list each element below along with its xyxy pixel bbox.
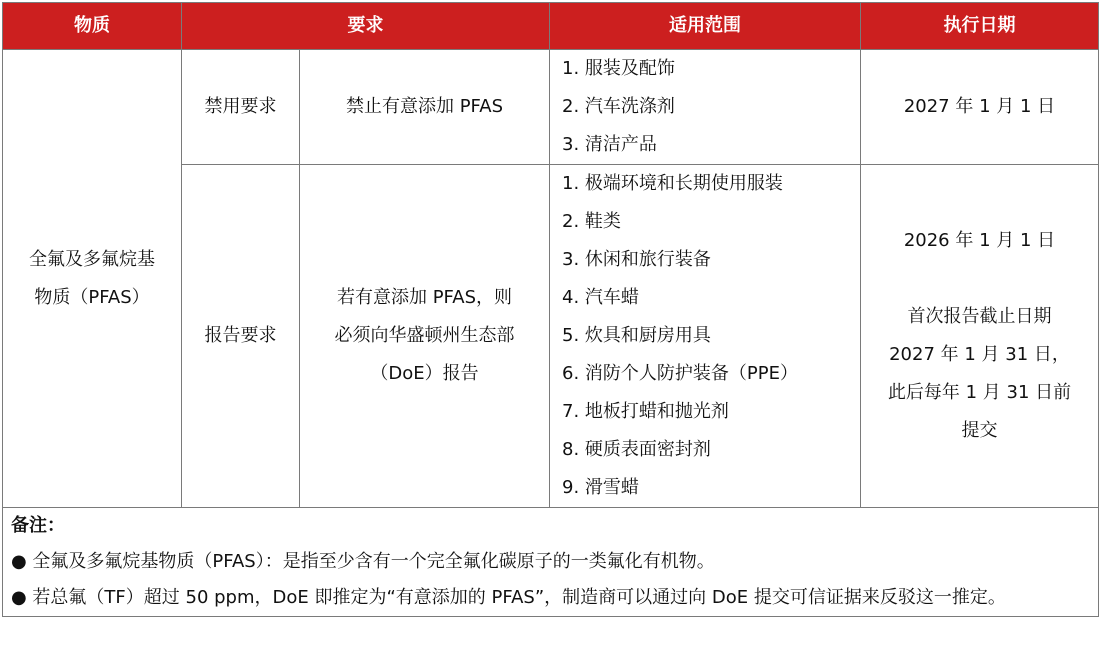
report-date: 2026 年 1 月 1 日 xyxy=(903,230,1056,251)
note-item: ● 若总氟（TF）超过 50 ppm，DoE 即推定为“有意添加的 PFAS”，制造商可以通过向 DoE 提交可信证据来反驳这一推定。 xyxy=(11,587,1006,608)
list-item: 6. 消防个人防护装备（PPE） xyxy=(562,363,798,384)
note-item: ● 全氟及多氟烷基物质（PFAS）：是指至少含有一个完全氟化碳原子的一类氟化有机物。 xyxy=(11,551,715,572)
list-item: 2. 鞋类 xyxy=(562,211,621,232)
header-row xyxy=(3,3,1099,50)
list-item: 1. 服装及配饰 xyxy=(562,58,675,79)
header-date: 执行日期 xyxy=(861,3,1099,50)
report-detail-line: 若有意添加 PFAS，则 xyxy=(336,287,513,308)
report-date-note-line: 提交 xyxy=(961,420,998,441)
list-item: 3. 休闲和旅行装备 xyxy=(562,249,711,270)
list-item: 5. 炊具和厨房用具 xyxy=(562,325,711,346)
report-date-cell xyxy=(861,165,1099,508)
report-detail-line: （DoE）报告 xyxy=(370,363,479,384)
list-item: 2. 汽车洗涤剂 xyxy=(562,96,675,117)
report-requirement: 报告要求 xyxy=(182,165,300,508)
ban-scope-list xyxy=(550,50,861,165)
report-detail-line: 必须向华盛顿州生态部 xyxy=(334,325,515,346)
header-substance: 物质 xyxy=(3,3,182,50)
list-item: 1. 极端环境和长期使用服装 xyxy=(562,173,783,194)
header-scope: 适用范围 xyxy=(550,3,861,50)
ban-detail: 禁止有意添加 PFAS xyxy=(300,50,550,165)
list-item: 9. 滑雪蜡 xyxy=(562,477,639,498)
header-requirement: 要求 xyxy=(182,3,550,50)
report-scope-list xyxy=(550,165,861,508)
substance-line-1: 全氟及多氟烷基 xyxy=(29,248,155,270)
list-item: 8. 硬质表面密封剂 xyxy=(562,439,711,460)
report-date-note-line: 首次报告截止日期 xyxy=(907,306,1052,327)
ban-row xyxy=(3,50,1099,165)
pfas-requirements-table xyxy=(2,2,1099,617)
list-item: 4. 汽车蜡 xyxy=(562,287,639,308)
report-date-note-line: 2027 年 1 月 31 日， xyxy=(889,344,1070,365)
notes-row xyxy=(3,508,1099,617)
ban-date: 2027 年 1 月 1 日 xyxy=(861,50,1099,165)
notes-cell xyxy=(3,508,1099,617)
substance-cell xyxy=(3,50,182,508)
substance-line-2: 物质（PFAS） xyxy=(34,286,150,308)
list-item: 7. 地板打蜡和抛光剂 xyxy=(562,401,729,422)
notes-title: 备注： xyxy=(11,515,65,536)
report-detail xyxy=(300,165,550,508)
list-item: 3. 清洁产品 xyxy=(562,134,657,155)
report-date-note-line: 此后每年 1 月 31 日前 xyxy=(887,382,1072,403)
ban-requirement: 禁用要求 xyxy=(182,50,300,165)
